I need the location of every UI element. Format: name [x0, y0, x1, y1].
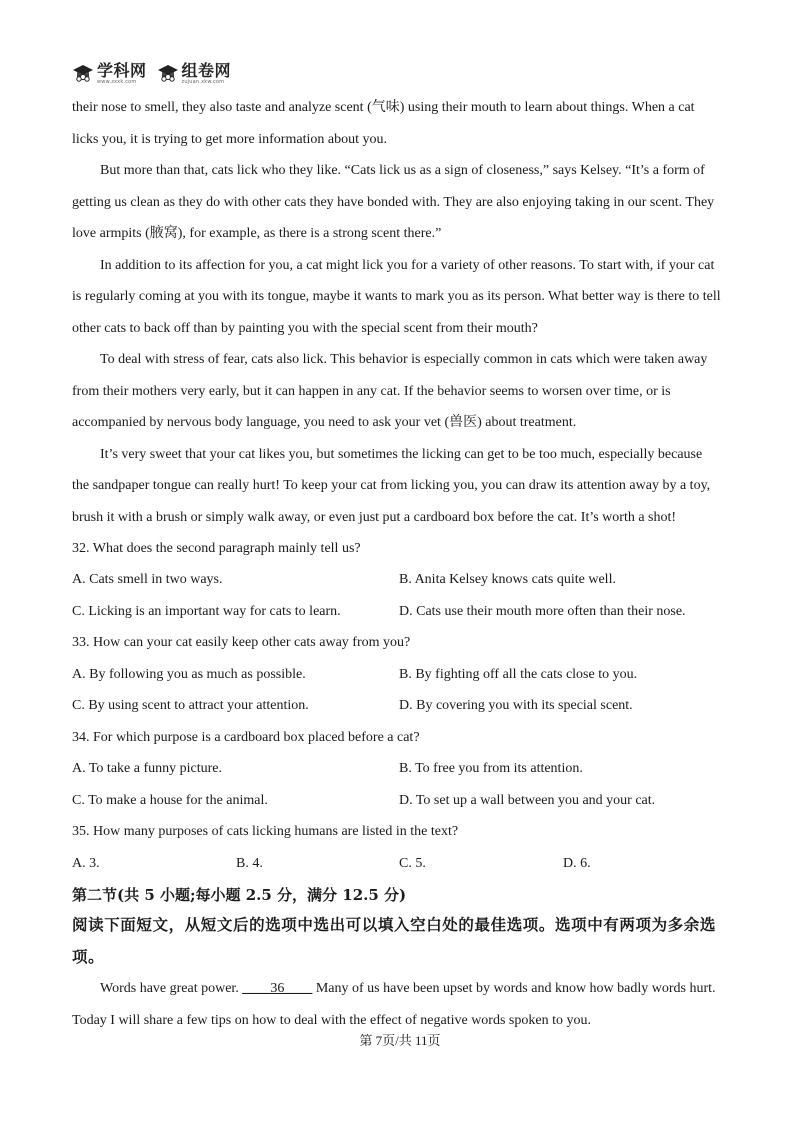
question-32-option-a: A. Cats smell in two ways. [72, 572, 223, 587]
question-32-option-b: B. Anita Kelsey knows cats quite well. [399, 572, 616, 587]
passage2-line [100, 980, 758, 998]
passage-line: is regularly coming at you with its tongue, maybe it wants to mark you as its person. What better way is there to tell [72, 289, 721, 304]
blank-36: ____36____ [242, 981, 313, 996]
question-32-option-c: C. Licking is an important way for cats to learn. [72, 604, 341, 619]
mortarboard-icon [72, 64, 94, 84]
passage-line: But more than that, cats lick who they like. “Cats lick us as a sign of closeness,” says Kelsey. “It’s a form of [100, 163, 705, 178]
section-instruction: 阅读下面短文，从短文后的选项中选出可以填入空白处的最佳选项。选项中有两项为多余选 [72, 916, 717, 934]
question-34-option-b: B. To free you from its attention. [399, 761, 583, 776]
page-number: 第 7页/共 11页 [359, 1033, 441, 1048]
passage-line: accompanied by nervous body language, you need to ask your vet (兽医) about treatment. [72, 415, 577, 430]
passage-line: their nose to smell, they also taste and analyze scent (气味) using their mouth to learn about things. When a cat [72, 100, 695, 115]
passage-line: from their mothers very early, but it can happen in any cat. If the behavior seems to worsen over time, or is [72, 384, 671, 399]
passage-line: love armpits (腋窝), for example, as there is a strong scent there.” [72, 226, 442, 241]
section-instruction-cont: 项。 [72, 948, 105, 966]
header-logos [72, 62, 231, 86]
passage-line: brush it with a brush or simply walk away, or even just put a cardboard box before the cat. It’s worth a shot! [72, 510, 677, 525]
logo-zujuan [157, 63, 232, 85]
question-33-stem: 33. How can your cat easily keep other cats away from you? [72, 635, 411, 650]
question-34-option-d: D. To set up a wall between you and your cat. [399, 793, 656, 808]
logo-zxxk [72, 63, 147, 85]
question-35-stem: 35. How many purposes of cats licking humans are listed in the text? [72, 824, 459, 839]
question-35-option-b: B. 4. [236, 856, 263, 871]
section-heading: 第二节(共 5 小题;每小题 2.5 分，满分 12.5 分) [72, 886, 407, 904]
question-34-option-c: C. To make a house for the animal. [72, 793, 268, 808]
passage-line: It’s very sweet that your cat likes you, but sometimes the licking can get to be too much, especially because [100, 447, 703, 462]
logo2-text: 组卷网 [181, 61, 232, 80]
question-33-option-b: B. By fighting off all the cats close to you. [399, 667, 638, 682]
passage-line: the sandpaper tongue can really hurt! To keep your cat from licking you, you can draw its attention away by a toy, [72, 478, 711, 493]
passage-line: In addition to its affection for you, a cat might lick you for a variety of other reasons. To start with, if your cat [100, 258, 715, 273]
passage-line: getting us clean as they do with other cats they have bonded with. They are also enjoying taking in our scent. They [72, 195, 715, 210]
passage2-line: Today I will share a few tips on how to deal with the effect of negative words spoken to you. [72, 1013, 591, 1028]
question-35-option-a: A. 3. [72, 856, 100, 871]
passage-line: licks you, it is trying to get more information about you. [72, 132, 387, 147]
logo1-text: 学科网 [97, 61, 147, 80]
passage-line: other cats to back off than by painting you with the special scent from their mouth? [72, 321, 538, 336]
mortarboard-icon [157, 64, 179, 84]
question-33-option-d: D. By covering you with its special scent. [399, 698, 633, 713]
question-35-option-d: D. 6. [563, 856, 591, 871]
passage-line: To deal with stress of fear, cats also lick. This behavior is especially common in cats which were taken away [100, 352, 708, 367]
question-34-option-a: A. To take a funny picture. [72, 761, 222, 776]
logo2-sub: zujuan.xkw.com [181, 79, 225, 85]
question-32-option-d: D. Cats use their mouth more often than their nose. [399, 604, 686, 619]
question-34-stem: 34. For which purpose is a cardboard box placed before a cat? [72, 730, 420, 745]
question-33-option-c: C. By using scent to attract your attention. [72, 698, 309, 713]
question-33-option-a: A. By following you as much as possible. [72, 667, 306, 682]
question-35-option-c: C. 5. [399, 856, 426, 871]
question-32-stem: 32. What does the second paragraph mainly tell us? [72, 541, 361, 556]
passage2-end: Many of us have been upset by words and know how badly words hurt. [312, 981, 716, 996]
logo1-sub: www.zxxk.com [97, 79, 137, 85]
passage2-start: Words have great power. [100, 981, 243, 996]
